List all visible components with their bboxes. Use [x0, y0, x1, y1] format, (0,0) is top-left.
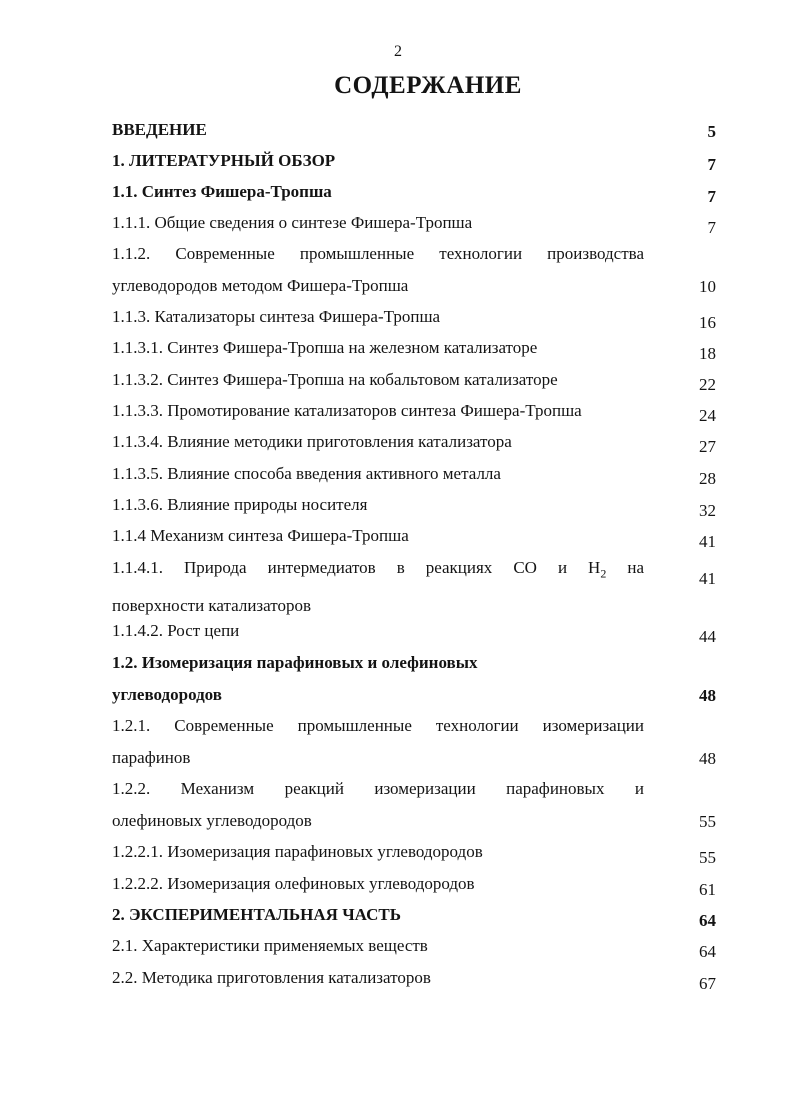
toc-entry-page: 27: [699, 437, 716, 456]
toc-entry-page: 55: [699, 848, 716, 867]
toc-entry-page: 61: [699, 880, 716, 899]
toc-entry-title: 1.1.3.4. Влияние методики приготовления катализатора: [112, 432, 512, 451]
toc-entry-line: 1.2. Изомеризация парафиновых и олефиновых: [112, 653, 478, 672]
toc-entry-page: 55: [699, 812, 716, 831]
toc-entry-title: 1.1.4 Механизм синтеза Фишера-Тропша: [112, 526, 409, 545]
toc-entry-title: [112, 710, 644, 773]
toc-entry-title: 1.1.3.6. Влияние природы носителя: [112, 495, 368, 514]
toc-entry-line: углеводородов: [112, 684, 222, 704]
subscript: 2: [600, 566, 607, 581]
toc-entry-title: 1.1.3.2. Синтез Фишера-Тропша на кобальтовом катализаторе: [112, 370, 558, 389]
toc-entry-title: 1.1.3.1. Синтез Фишера-Тропша на железном катализаторе: [112, 338, 538, 357]
toc-entry-page: 64: [699, 942, 716, 961]
toc-entry-title: 1.1.3. Катализаторы синтеза Фишера-Тропша: [112, 307, 441, 326]
toc-entry-title: [112, 238, 644, 301]
toc-entry-page: 64: [699, 911, 716, 930]
toc-entry-title: 1.2.2.1. Изомеризация парафиновых углеводородов: [112, 842, 483, 861]
toc-entry-page: 16: [699, 313, 716, 332]
toc-entry-page: 18: [699, 344, 716, 363]
toc-entry-page: 32: [699, 501, 716, 520]
toc-entry-line: 1.2.1. Современные промышленные технологии изомеризации: [112, 716, 644, 735]
toc-entry-page: 41: [699, 532, 716, 551]
toc-entry-title: 1.1. Синтез Фишера-Тропша: [112, 182, 332, 201]
toc-entry-title: [112, 647, 644, 710]
toc-entry-title: 1. ЛИТЕРАТУРНЫЙ ОБЗОР: [112, 151, 336, 170]
toc-entry-page: 24: [699, 406, 716, 425]
toc-entry-page: 41: [699, 569, 716, 588]
page-number: 2: [394, 43, 402, 60]
toc-entry-page: 7: [707, 155, 716, 174]
page-title: СОДЕРЖАНИЕ: [334, 72, 522, 99]
toc-entry-title: [112, 552, 644, 621]
toc-entry-line: поверхности катализаторов: [112, 595, 311, 615]
toc-entry-page: 10: [699, 277, 716, 296]
toc-entry-title: 1.2.2.2. Изомеризация олефиновых углеводородов: [112, 874, 475, 893]
toc-entry-line: олефиновых углеводородов: [112, 810, 312, 830]
toc-entry-line: углеводородов методом Фишера-Тропша: [112, 275, 409, 295]
toc-entry-page: 48: [699, 749, 716, 768]
toc-entry-page: 7: [707, 218, 716, 237]
toc-entry-page: 44: [699, 627, 716, 646]
toc-entry-page: 22: [699, 375, 716, 394]
toc-entry-title: [112, 773, 644, 836]
toc-entry-page: 7: [707, 187, 716, 206]
toc-entry-page: 5: [707, 122, 716, 141]
toc-entry-title: 1.1.1. Общие сведения о синтезе Фишера-Тропша: [112, 213, 473, 232]
toc-entry-title: 1.1.3.5. Влияние способа введения активного металла: [112, 464, 501, 483]
toc-entry-line: 1.2.2. Механизм реакций изомеризации парафиновых и: [112, 779, 644, 798]
toc-entry-line: парафинов: [112, 747, 191, 767]
toc-entry-line: 1.1.4.1. Природа интермедиатов в реакциях CO и $H_2$ на: [112, 558, 644, 581]
toc-entry-title: 2.2. Методика приготовления катализаторов: [112, 968, 431, 987]
toc-entry-title: ВВЕДЕНИЕ: [112, 120, 207, 139]
toc-entry-page: 48: [699, 686, 716, 705]
toc-entry-title: 2.1. Характеристики применяемых веществ: [112, 936, 428, 955]
toc-entry-title: 1.1.4.2. Рост цепи: [112, 621, 240, 640]
toc-entry-line: 1.1.2. Современные промышленные технологии производства: [112, 244, 644, 263]
toc-entry-page: 67: [699, 974, 716, 993]
toc-entry-page: 28: [699, 469, 716, 488]
toc-entry-title: 1.1.3.3. Промотирование катализаторов синтеза Фишера-Тропша: [112, 401, 582, 420]
toc-entry-title: 2. ЭКСПЕРИМЕНТАЛЬНАЯ ЧАСТЬ: [112, 905, 401, 924]
